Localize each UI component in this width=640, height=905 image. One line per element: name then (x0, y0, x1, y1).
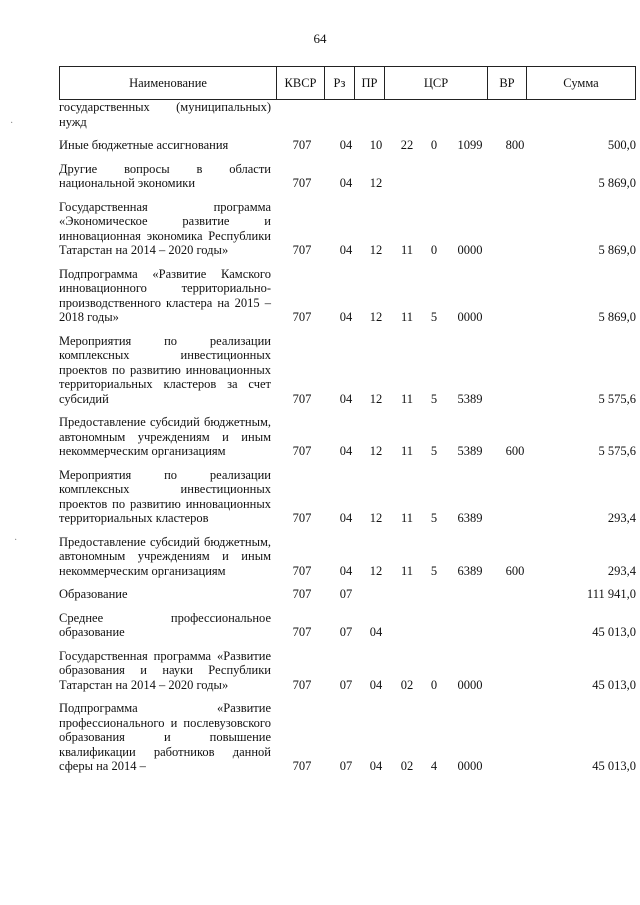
cell-name: Государственная программа «Развитие образования и науки Республики Татарстан на 2014 – 2020 годы» (59, 648, 271, 692)
header-csr: ЦСР (385, 67, 488, 99)
cell-c3: 5389 (457, 391, 483, 406)
cell-sum: 500,0 (607, 138, 636, 152)
cell-name: Среднее профессиональное образование (59, 610, 271, 639)
cell-name: Предоставление субсидий бюджетным, автономным учреждениям и иным некоммерческим организациям (59, 415, 271, 458)
header-vr: ВР (488, 67, 527, 99)
cell-pr: 04 (369, 759, 383, 773)
cell-c2: 5 (430, 563, 438, 578)
cell-sum: 293,4 (607, 511, 636, 525)
cell-c3: 1099 (457, 138, 483, 152)
cell-rz: 04 (339, 176, 353, 190)
cell-kvsr: 707 (292, 677, 312, 692)
cell-c1: 02 (400, 677, 414, 692)
cell-name: Предоставление субсидий бюджетным, автономным учреждениям и иным некоммерческим организациям (59, 534, 271, 578)
cell-pr: 04 (369, 625, 383, 639)
cell-name: Иные бюджетные ассигнования (59, 138, 229, 152)
cell-sum: 45 013,0 (592, 625, 636, 639)
cell-name: Мероприятия по реализации комплексных инвестиционных проектов по развитию инновационных территориальных кластеров (59, 467, 271, 525)
cell-c3: 6389 (457, 511, 483, 525)
table-row (59, 649, 636, 702)
cell-rz: 04 (339, 391, 353, 406)
cell-c2: 5 (430, 511, 438, 525)
cell-vr: 600 (505, 444, 525, 458)
cell-name: Другие вопросы в области национальной экономики (59, 161, 271, 190)
header-kvsr: КВСР (277, 67, 325, 99)
cell-rz: 04 (339, 243, 353, 257)
table-row (59, 138, 636, 162)
header-rz: Рз (325, 67, 355, 99)
cell-c3: 0000 (457, 243, 483, 257)
cell-c1: 11 (400, 243, 414, 257)
cell-kvsr: 707 (292, 243, 312, 257)
table-row (59, 162, 636, 200)
header-name: Наименование (60, 67, 277, 99)
cell-c3: 0000 (457, 759, 483, 773)
cell-pr: 12 (369, 511, 383, 525)
cell-rz: 04 (339, 310, 353, 324)
cell-sum: 5 575,6 (598, 444, 636, 458)
cell-kvsr: 707 (292, 563, 312, 578)
cell-kvsr: 707 (292, 176, 312, 190)
cell-c1: 11 (400, 511, 414, 525)
header-sum: Сумма (563, 75, 599, 90)
cell-rz: 07 (339, 677, 353, 692)
cell-pr: 10 (369, 138, 383, 152)
cell-c2: 5 (430, 391, 438, 406)
table-row (59, 200, 636, 267)
cell-pr: 12 (369, 563, 383, 578)
cell-c3: 6389 (457, 563, 483, 578)
cell-sum: 45 013,0 (592, 759, 636, 773)
cell-kvsr: 707 (292, 511, 312, 525)
cell-kvsr: 707 (292, 625, 312, 639)
table-row (59, 415, 636, 468)
table-row (59, 701, 636, 783)
cell-rz: 04 (339, 444, 353, 458)
cell-c1: 11 (400, 563, 414, 578)
page-number: 64 (313, 31, 327, 46)
cell-c1: 22 (400, 138, 414, 152)
table-row (59, 468, 636, 535)
cell-rz: 07 (339, 759, 353, 773)
cell-c2: 0 (430, 677, 438, 692)
cell-c2: 0 (430, 138, 438, 152)
cell-c3: 0000 (457, 677, 483, 692)
cell-pr: 12 (369, 243, 383, 257)
table-row (59, 587, 636, 611)
cell-rz: 07 (339, 587, 353, 601)
cell-kvsr: 707 (292, 759, 312, 773)
cell-rz: 07 (339, 625, 353, 639)
cell-kvsr: 707 (292, 587, 312, 601)
cell-rz: 04 (339, 138, 353, 152)
header-pr: ПР (355, 67, 385, 99)
table-row (59, 535, 636, 588)
cell-sum: 5 869,0 (598, 176, 636, 190)
table-row (59, 100, 636, 138)
scan-mark: · (14, 535, 18, 546)
cell-vr: 800 (505, 138, 525, 152)
cell-c3: 5389 (457, 444, 483, 458)
scan-mark: · (10, 118, 14, 129)
cell-name: Мероприятия по реализации комплексных инвестиционных проектов по развитию инновационных территориальных кластеров за счет субсидий (59, 333, 271, 406)
cell-c2: 5 (430, 310, 438, 324)
cell-c3: 0000 (457, 310, 483, 324)
cell-name: государственных (муниципальных) нужд (59, 100, 271, 129)
cell-c1: 11 (400, 310, 414, 324)
cell-kvsr: 707 (292, 391, 312, 406)
cell-c1: 11 (400, 391, 414, 406)
table-body (59, 100, 636, 783)
cell-sum: 5 869,0 (598, 243, 636, 257)
cell-kvsr: 707 (292, 310, 312, 324)
cell-sum: 5 869,0 (598, 310, 636, 324)
cell-kvsr: 707 (292, 138, 312, 152)
cell-c2: 0 (430, 243, 438, 257)
cell-name: Образование (59, 587, 128, 601)
cell-c1: 11 (400, 444, 414, 458)
cell-sum: 45 013,0 (592, 677, 636, 692)
cell-c1: 02 (400, 759, 414, 773)
cell-pr: 12 (369, 444, 383, 458)
cell-sum: 293,4 (607, 563, 636, 578)
cell-sum: 111 941,0 (586, 587, 636, 601)
cell-pr: 12 (369, 391, 383, 406)
cell-sum: 5 575,6 (598, 391, 636, 406)
cell-name: Подпрограмма «Развитие Камского инновационного территориально-производственного кластера на 2015 – 2018 годы» (59, 266, 271, 324)
cell-rz: 04 (339, 563, 353, 578)
cell-kvsr: 707 (292, 444, 312, 458)
cell-name: Подпрограмма «Развитие профессионального и послевузовского образования и повышение квалификации работников данной сферы на 2014 – (59, 701, 271, 773)
table-header (59, 66, 636, 100)
cell-pr: 04 (369, 677, 383, 692)
cell-rz: 04 (339, 511, 353, 525)
cell-c2: 4 (430, 759, 438, 773)
table-row (59, 611, 636, 649)
table-row (59, 334, 636, 416)
cell-pr: 12 (369, 176, 383, 190)
cell-vr: 600 (505, 563, 525, 578)
cell-name: Государственная программа «Экономическое развитие и инновационная экономика Республики Татарстан на 2014 – 2020 годы» (59, 199, 271, 257)
table-row (59, 267, 636, 334)
cell-pr: 12 (369, 310, 383, 324)
cell-c2: 5 (430, 444, 438, 458)
